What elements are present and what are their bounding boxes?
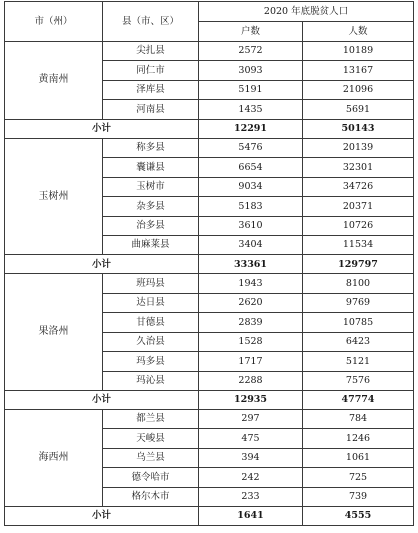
subtotal-households: 33361 (199, 255, 303, 274)
households-cell: 1717 (199, 352, 303, 371)
county-cell: 曲麻莱县 (103, 235, 199, 254)
households-cell: 2288 (199, 371, 303, 390)
header-row-1 (5, 2, 414, 22)
city-cell: 果洛州 (5, 274, 103, 391)
county-cell: 久治县 (103, 332, 199, 351)
households-cell: 1528 (199, 332, 303, 351)
county-cell: 称多县 (103, 138, 199, 157)
header-group: 2020 年底脱贫人口 (199, 2, 414, 22)
county-cell: 囊谦县 (103, 158, 199, 177)
people-cell: 8100 (303, 274, 414, 293)
table-row (5, 274, 414, 293)
subtotal-label: 小计 (5, 255, 199, 274)
county-cell: 泽库县 (103, 80, 199, 99)
header-county: 县（市、区） (103, 2, 199, 42)
header-city: 市（州） (5, 2, 103, 42)
header-people: 人数 (303, 22, 414, 42)
county-cell: 尖扎县 (103, 42, 199, 61)
households-cell: 5476 (199, 138, 303, 157)
people-cell: 20371 (303, 197, 414, 216)
county-cell: 班玛县 (103, 274, 199, 293)
people-cell: 10785 (303, 313, 414, 332)
table-row (5, 138, 414, 157)
households-cell: 2572 (199, 42, 303, 61)
table-row (5, 42, 414, 61)
county-cell: 达日县 (103, 293, 199, 312)
people-cell: 13167 (303, 61, 414, 80)
households-cell: 1435 (199, 100, 303, 119)
people-cell: 1246 (303, 429, 414, 448)
households-cell: 2839 (199, 313, 303, 332)
city-cell: 黄南州 (5, 42, 103, 120)
people-cell: 784 (303, 410, 414, 429)
people-cell: 9769 (303, 293, 414, 312)
county-cell: 杂多县 (103, 197, 199, 216)
people-cell: 10189 (303, 42, 414, 61)
households-cell: 233 (199, 487, 303, 506)
households-cell: 5191 (199, 80, 303, 99)
people-cell: 5121 (303, 352, 414, 371)
households-cell: 5183 (199, 197, 303, 216)
people-cell: 32301 (303, 158, 414, 177)
county-cell: 河南县 (103, 100, 199, 119)
county-cell: 玛沁县 (103, 371, 199, 390)
subtotal-row (5, 391, 414, 410)
county-cell: 甘德县 (103, 313, 199, 332)
subtotal-households: 12291 (199, 119, 303, 138)
households-cell: 3093 (199, 61, 303, 80)
households-cell: 1943 (199, 274, 303, 293)
households-cell: 3610 (199, 216, 303, 235)
people-cell: 725 (303, 468, 414, 487)
households-cell: 394 (199, 448, 303, 467)
subtotal-households: 1641 (199, 507, 303, 526)
county-cell: 同仁市 (103, 61, 199, 80)
households-cell: 9034 (199, 177, 303, 196)
people-cell: 21096 (303, 80, 414, 99)
table-body (5, 42, 414, 526)
subtotal-label: 小计 (5, 119, 199, 138)
households-cell: 3404 (199, 235, 303, 254)
people-cell: 20139 (303, 138, 414, 157)
people-cell: 6423 (303, 332, 414, 351)
subtotal-label: 小计 (5, 507, 199, 526)
subtotal-people: 47774 (303, 391, 414, 410)
city-cell: 海西州 (5, 410, 103, 507)
households-cell: 297 (199, 410, 303, 429)
header-households: 户数 (199, 22, 303, 42)
subtotal-people: 50143 (303, 119, 414, 138)
county-cell: 天峻县 (103, 429, 199, 448)
subtotal-people: 129797 (303, 255, 414, 274)
people-cell: 7576 (303, 371, 414, 390)
people-cell: 1061 (303, 448, 414, 467)
households-cell: 242 (199, 468, 303, 487)
households-cell: 6654 (199, 158, 303, 177)
subtotal-people: 4555 (303, 507, 414, 526)
households-cell: 475 (199, 429, 303, 448)
people-cell: 10726 (303, 216, 414, 235)
subtotal-row (5, 255, 414, 274)
subtotal-row (5, 119, 414, 138)
households-cell: 2620 (199, 293, 303, 312)
county-cell: 治多县 (103, 216, 199, 235)
table-row (5, 410, 414, 429)
county-cell: 德令哈市 (103, 468, 199, 487)
people-cell: 11534 (303, 235, 414, 254)
county-cell: 乌兰县 (103, 448, 199, 467)
people-cell: 34726 (303, 177, 414, 196)
people-cell: 739 (303, 487, 414, 506)
subtotal-row (5, 507, 414, 526)
subtotal-households: 12935 (199, 391, 303, 410)
county-cell: 格尔木市 (103, 487, 199, 506)
people-cell: 5691 (303, 100, 414, 119)
poverty-table (4, 1, 414, 526)
county-cell: 都兰县 (103, 410, 199, 429)
city-cell: 玉树州 (5, 138, 103, 255)
county-cell: 玛多县 (103, 352, 199, 371)
subtotal-label: 小计 (5, 391, 199, 410)
county-cell: 玉树市 (103, 177, 199, 196)
